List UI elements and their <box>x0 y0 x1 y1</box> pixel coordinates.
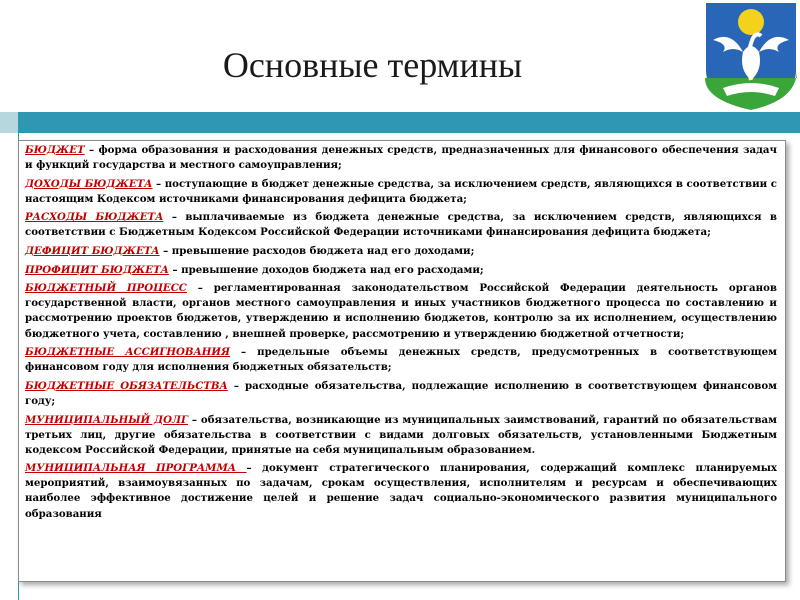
term-definition: – форма образования и расходования денежных средств, предназначенных для финансового обеспечения задач и функций государства и местного самоуправления; <box>25 144 777 172</box>
terms-card <box>18 140 786 582</box>
term-definition: – документ стратегического планирования, содержащий комплекс планируемых мероприятий, взаимоувязанных по задачам, срокам осуществления, исполнителям и ресурсам и обеспечивающих наиболее эффективное достижение целей и решение задач социально-экономического развития муниципального образования <box>25 462 777 520</box>
term-name: ДЕФИЦИТ БЮДЖЕТА <box>25 245 160 258</box>
term-entry <box>25 345 777 375</box>
term-definition: – превышение доходов бюджета над его расходами; <box>168 263 484 276</box>
term-name: МУНИЦИПАЛЬНЫЙ ДОЛГ <box>25 413 188 426</box>
term-definition: – выплачиваемые из бюджета денежные средства, за исключением средств, являющихся в соответствии с Бюджетным Кодексом Российской Федерации источниками финансирования дефицита бюджета; <box>25 211 778 239</box>
slide-title: Основные термины <box>222 45 523 85</box>
term-entry <box>25 244 777 259</box>
term-definition: – регламентированная законодательством Российской Федерации деятельность органов государственной власти, органов местного самоуправления и иных участников бюджетного процесса по составлению и рассмотрению проектов бюджетов, утверждению и исполнению бюджетов, контролю за их исполнением, осуществлению бюджетного учета, составлению , внешней проверке, рассмотрению и утверждению бюджетной отчетности; <box>25 282 777 340</box>
term-definition: – предельные объемы денежных средств, предусмотренных в соответствующем финансовом году для исполнения бюджетных обязательств; <box>25 346 777 374</box>
term-entry <box>25 281 777 341</box>
terms-list <box>25 143 777 525</box>
term-name: РАСХОДЫ БЮДЖЕТА <box>25 211 164 224</box>
term-entry <box>25 413 777 458</box>
term-entry <box>25 210 777 240</box>
term-definition: – расходные обязательства, подлежащие исполнению в соответствующем финансовом году; <box>25 379 777 407</box>
term-entry <box>25 143 777 173</box>
term-entry <box>25 461 777 521</box>
term-name: БЮДЖЕТНЫЕ АССИГНОВАНИЯ <box>25 346 231 359</box>
term-definition: – поступающие в бюджет денежные средства, за исключением средств, являющихся в соответствии с настоящим Кодексом источниками финансирования дефицита бюджета; <box>25 177 777 205</box>
term-name: БЮДЖЕТНЫЕ ОБЯЗАТЕЛЬСТВА <box>25 379 228 392</box>
term-name: МУНИЦИПАЛЬНАЯ ПРОГРАММА <box>25 462 247 475</box>
term-entry <box>25 379 777 409</box>
term-name: ДОХОДЫ БЮДЖЕТА <box>25 177 153 190</box>
term-definition: – превышение расходов бюджета над его доходами; <box>159 245 475 258</box>
accent-bar <box>18 112 800 133</box>
term-name: БЮДЖЕТНЫЙ ПРОЦЕСС <box>25 282 187 295</box>
term-name: БЮДЖЕТ <box>25 144 85 156</box>
term-name: ПРОФИЦИТ БЮДЖЕТА <box>25 263 169 276</box>
accent-bar-left <box>0 112 18 133</box>
term-definition: – обязательства, возникающие из муниципальных заимствований, гарантий по обязательствам третьих лиц, другие обязательства в соответствии с видами долговых обязательств, установленными Бюджетным кодексом Российской Федерации, принятые на себя муниципальным образованием. <box>25 413 778 456</box>
coat-of-arms-swan-icon <box>703 0 799 112</box>
term-entry <box>25 177 777 207</box>
term-entry <box>25 263 777 278</box>
